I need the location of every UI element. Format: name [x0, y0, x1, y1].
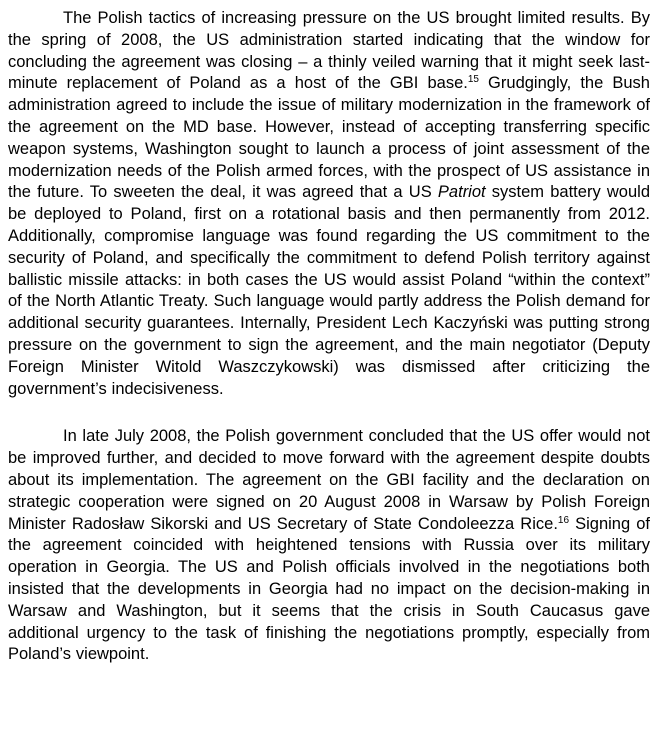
paragraph-1	[8, 8, 650, 400]
paragraph-1-text-b: Grudgingly, the Bush administration agreed to include the issue of military modernization in the framework of the agreement on the MD base. However, instead of accepting transferring specific weapon systems, Washington sought to launch a process of joint assessment of the modernization needs of the Polish armed forces, with the prospect of US assistance in the future. To sweeten the deal, it was agreed that a US	[8, 74, 650, 202]
paragraph-1-text-a: The Polish tactics of increasing pressure on the US brought limited results. By the spring of 2008, the US administration started indicating that the window for concluding the agreement was closing – a thinly veiled warning that it might seek last-minute replacement of Poland as a host of the GBI base.	[8, 9, 650, 93]
paragraph-2	[8, 426, 650, 666]
paragraph-2-text-a: In late July 2008, the Polish government concluded that the US offer would not be improved further, and decided to move forward with the agreement despite doubts about its implementation. The agreement on the GBI facility and the declaration on strategic cooperation were signed on 20 August 2008 in Warsaw by Polish Foreign Minister Radosław Sikorski and US Secretary of State Condoleezza Rice.	[8, 427, 650, 533]
paragraph-2-text-b: Signing of the agreement coincided with heightened tensions with Russia over its military operation in Georgia. The US and Polish officials involved in the negotiations both insisted that the developments in Georgia had no impact on the decision-making in Warsaw and Washington, but it seems that the crisis in South Caucasus gave additional urgency to the task of finishing the negotiations promptly, especially from Poland’s viewpoint.	[8, 514, 650, 664]
paragraph-1-text-c: system battery would be deployed to Poland, first on a rotational basis and then permanently from 2012. Additionally, compromise language was found regarding the US commitment to the security of Poland, and specifically the commitment to defend Polish territory against ballistic missile attacks: in both cases the US would assist Poland “within the context” of the North Atlantic Treaty. Such language would partly address the Polish demand for additional security guarantees. Internally, President Lech Kaczyński was putting strong pressure on the government to sign the agreement, and the main negotiator (Deputy Foreign Minister Witold Waszczykowski) was dismissed after criticizing the government’s indecisiveness.	[8, 183, 650, 398]
footnote-ref-15: 15	[467, 74, 479, 86]
footnote-ref-16: 16	[557, 514, 570, 526]
patriot-italic-term: Patriot	[437, 183, 486, 202]
